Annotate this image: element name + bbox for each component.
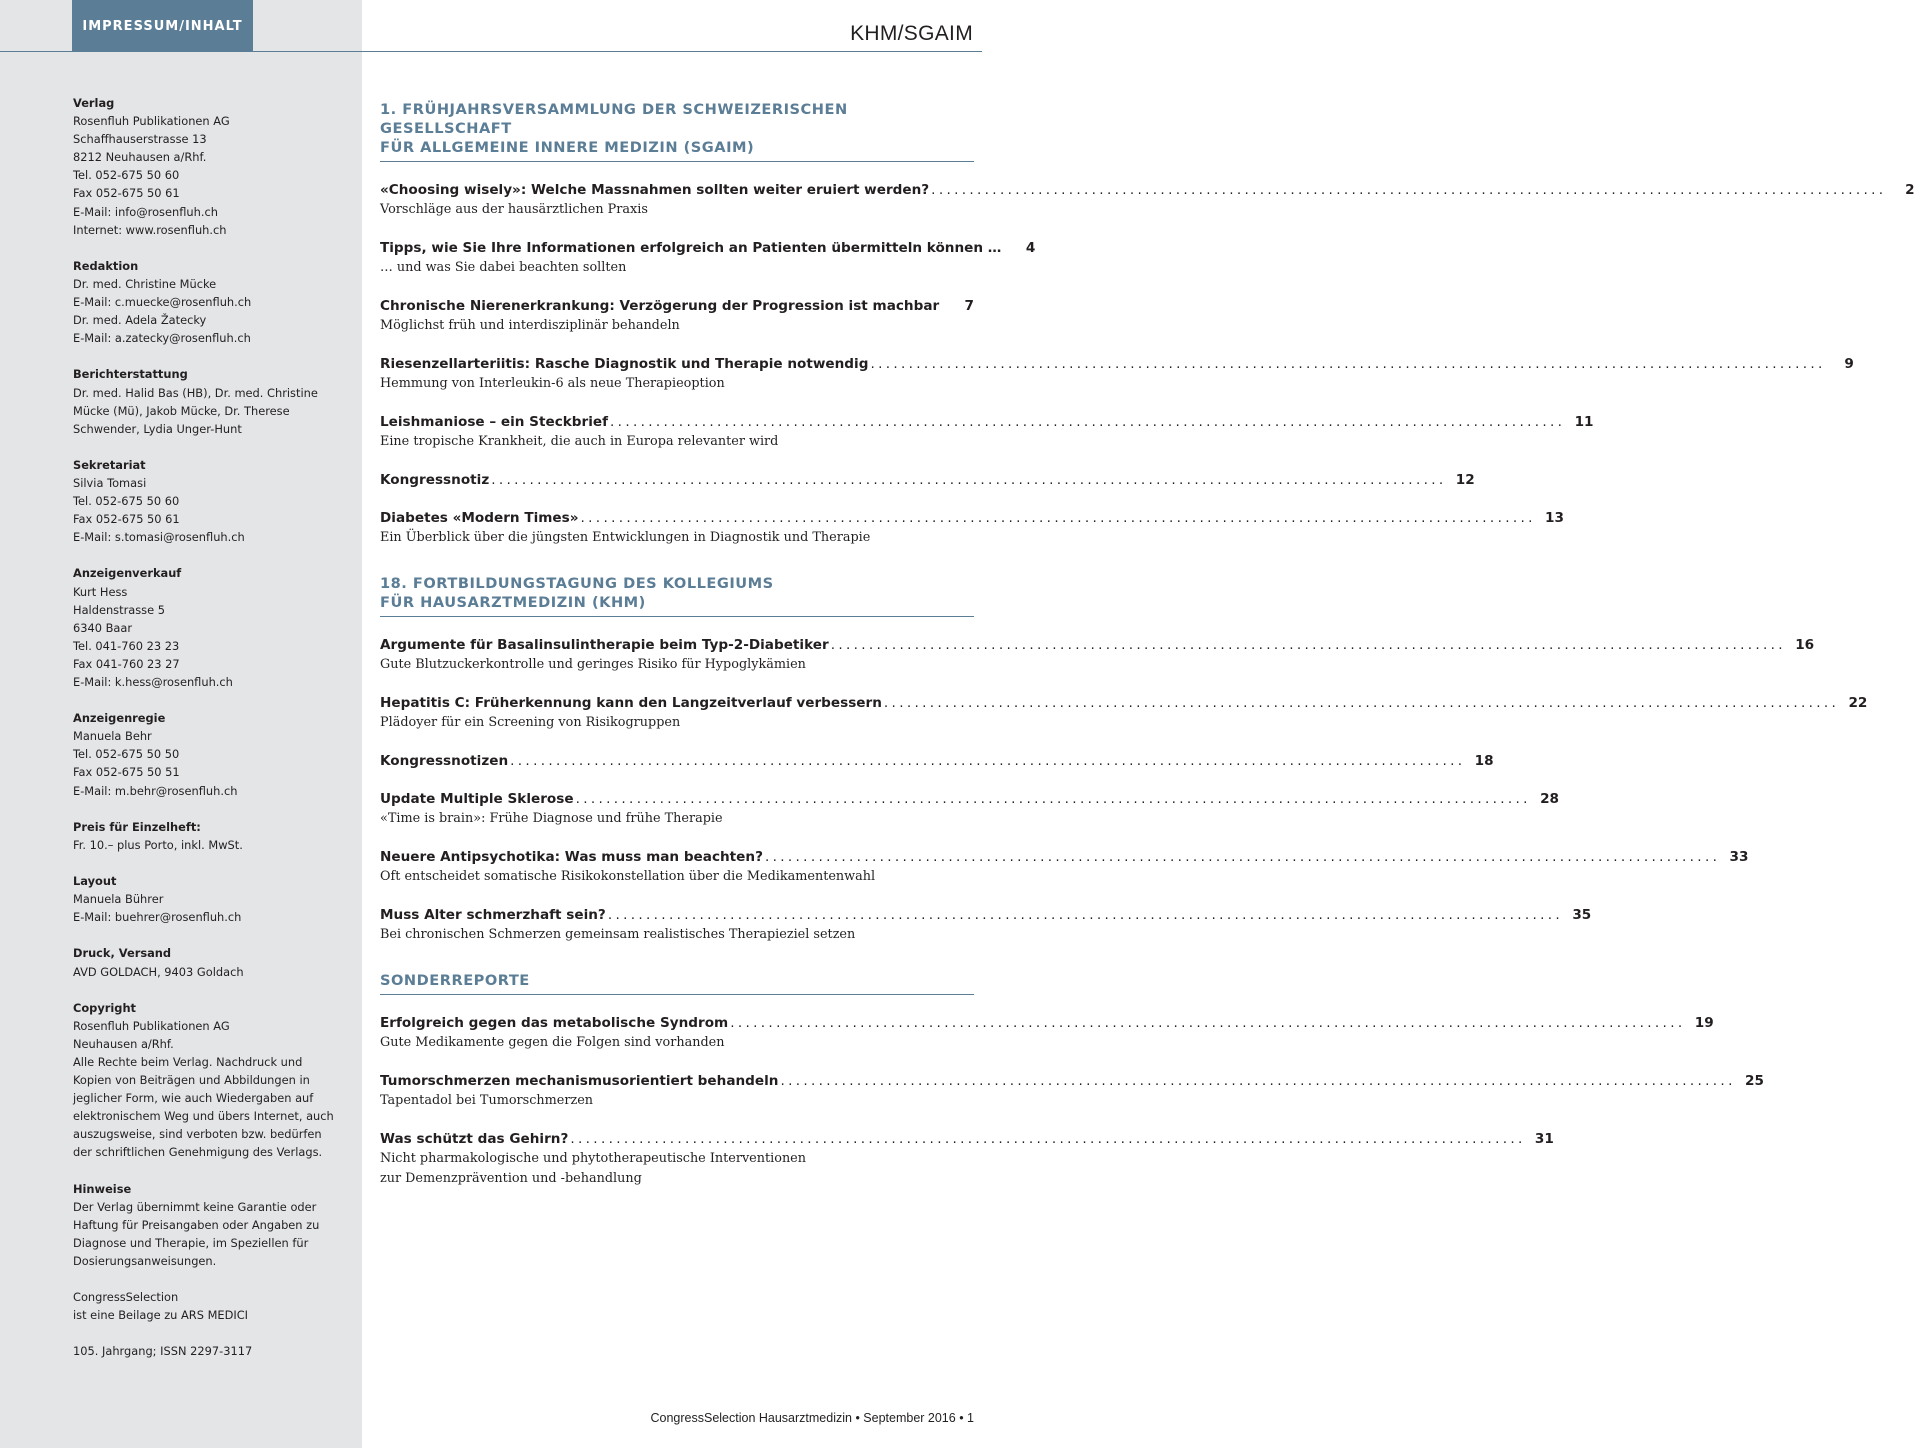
section-heading [380, 574, 974, 617]
imprint-line: Haldenstrasse 5 [73, 602, 165, 617]
section-heading-line: 1. FRÜHJAHRSVERSAMMLUNG DER SCHWEIZERISCHEN GESELLSCHAFT [380, 101, 848, 137]
toc-page-number: 33 [1729, 849, 1749, 865]
toc-entry-line [380, 238, 1036, 258]
toc-entry[interactable] [380, 905, 1592, 945]
section-heading-line: SONDERREPORTE [380, 972, 530, 989]
section-tab: IMPRESSUM/INHALT [72, 0, 253, 52]
toc-entry-subtitle: Tapentadol bei Tumorschmerzen [380, 1093, 594, 1108]
imprint-line: ist eine Beilage zu ARS MEDICI [73, 1308, 249, 1323]
imprint-block [73, 709, 343, 799]
imprint-line: Rosenfluh Publikationen AG [73, 1018, 230, 1033]
toc-entry-title: Update Multiple Sklerose [380, 791, 574, 807]
imprint-line: Neuhausen a/Rhf. [73, 1036, 174, 1051]
toc-entry-subtitle: Bei chronischen Schmerzen gemeinsam realistisches Therapieziel setzen [380, 927, 856, 942]
imprint-line: Tel. 052-675 50 50 [73, 747, 180, 762]
toc-section [380, 100, 1915, 548]
imprint-line: 8212 Neuhausen a/Rhf. [73, 150, 207, 165]
header-rule [0, 51, 982, 52]
dot-leader [608, 905, 1559, 925]
imprint-heading: Anzeigenregie [73, 711, 166, 726]
dot-leader [570, 1129, 1521, 1149]
toc-entry-subtitle: zur Demenzprävention und -behandlung [380, 1171, 642, 1186]
toc-entry-subtitle: Ein Überblick über die jüngsten Entwicklungen in Diagnostik und Therapie [380, 530, 871, 545]
imprint-heading: Anzeigenverkauf [73, 566, 182, 581]
imprint-block [73, 999, 343, 1162]
imprint-line: Diagnose und Therapie, im Speziellen für [73, 1235, 309, 1250]
imprint-line: Tel. 052-675 50 60 [73, 494, 180, 509]
toc-entry-subtitle: Eine tropische Krankheit, die auch in Europa relevanter wird [380, 434, 779, 449]
toc-entry-title: Neuere Antipsychotika: Was muss man beachten? [380, 849, 763, 865]
dot-leader [831, 635, 1782, 655]
imprint-line: jeglicher Form, wie auch Wiedergaben auf [73, 1091, 314, 1106]
toc-page-number: 18 [1474, 753, 1494, 769]
toc-entry-title: Riesenzellarteriitis: Rasche Diagnostik und Therapie notwendig [380, 356, 869, 372]
imprint-line: Manuela Bührer [73, 892, 164, 907]
imprint-line: Haftung für Preisangaben oder Angaben zu [73, 1217, 320, 1232]
imprint-line: der schriftlichen Genehmigung des Verlags. [73, 1145, 323, 1160]
toc-entry-line [380, 905, 1592, 925]
toc-entry-subtitle: Gute Medikamente gegen die Folgen sind vorhanden [380, 1035, 725, 1050]
toc-entry[interactable] [380, 751, 1494, 771]
dot-leader [870, 354, 1821, 374]
imprint-line: 6340 Baar [73, 620, 133, 635]
imprint-line: Dosierungsanweisungen. [73, 1254, 217, 1268]
imprint-line: Fax 052-675 50 51 [73, 765, 180, 780]
toc-entry-title: Was schützt das Gehirn? [380, 1131, 569, 1147]
section-heading-line: 18. FORTBILDUNGSTAGUNG DES KOLLEGIUMS [380, 575, 774, 592]
toc-entry-line [380, 354, 1854, 374]
toc-entry-line [380, 847, 1749, 867]
imprint-line: E-Mail: k.hess@rosenfluh.ch [73, 675, 233, 689]
imprint-heading: Preis für Einzelheft: [73, 819, 201, 834]
imprint-line: elektronischem Weg und übers Internet, auch [73, 1109, 334, 1124]
imprint-line: Schwender, Lydia Unger-Hunt [73, 421, 242, 436]
imprint-block [73, 1180, 343, 1270]
toc-entry[interactable] [380, 412, 1594, 452]
imprint-line: Fr. 10.– plus Porto, inkl. MwSt. [73, 837, 243, 852]
imprint-line: Internet: www.rosenfluh.ch [73, 222, 227, 237]
table-of-contents [380, 100, 1915, 1215]
toc-entry-title: Hepatitis C: Früherkennung kann den Langzeitverlauf verbessern [380, 695, 882, 711]
imprint-line: Kurt Hess [73, 584, 128, 599]
imprint-heading: Layout [73, 874, 117, 889]
imprint-heading: Druck, Versand [73, 946, 172, 961]
imprint-line: Der Verlag übernimmt keine Garantie oder [73, 1199, 317, 1214]
imprint-line: E-Mail: m.behr@rosenfluh.ch [73, 783, 238, 798]
imprint-block [73, 564, 343, 691]
section-heading [380, 100, 974, 162]
toc-page-number: 7 [964, 298, 974, 314]
dot-leader [941, 296, 942, 316]
toc-entry-title: Kongressnotiz [380, 472, 490, 488]
imprint-heading: Verlag [73, 96, 115, 110]
imprint-line: Fax 041-760 23 27 [73, 656, 180, 671]
imprint-block [73, 1288, 343, 1324]
toc-entry-subtitle: Vorschläge aus der hausärztlichen Praxis [380, 202, 648, 217]
toc-entry[interactable] [380, 693, 1868, 733]
toc-page-number: 4 [1025, 240, 1036, 256]
toc-entry-line [380, 789, 1560, 809]
toc-entry-line [380, 412, 1594, 432]
toc-page-number: 22 [1848, 695, 1868, 711]
toc-entry-line [380, 1129, 1554, 1149]
toc-page-number: 11 [1574, 414, 1594, 430]
toc-entry-line [380, 635, 1815, 655]
toc-entry[interactable] [380, 470, 1475, 490]
toc-entry[interactable] [380, 635, 1815, 675]
imprint-line: Schaffhauserstrasse 13 [73, 132, 207, 147]
toc-entry[interactable] [380, 789, 1560, 829]
toc-entry-line [380, 1071, 1764, 1091]
toc-entry-subtitle: Hemmung von Interleukin-6 als neue Therapieoption [380, 376, 725, 391]
toc-entry-subtitle: Nicht pharmakologische und phytotherapeutische Interventionen [380, 1151, 806, 1166]
dot-leader [491, 470, 1442, 490]
toc-entry-subtitle: Gute Blutzuckerkontrolle und geringes Risiko für Hypoglykämien [380, 657, 806, 672]
toc-entry[interactable] [380, 180, 1915, 220]
toc-entry-line [380, 1013, 1714, 1033]
imprint-line: E-Mail: s.tomasi@rosenfluh.ch [73, 530, 245, 545]
section-heading [380, 971, 974, 995]
dot-leader [510, 751, 1461, 771]
section-heading-line: FÜR HAUSARZTMEDIZIN (KHM) [380, 594, 646, 611]
imprint-line: Dr. med. Halid Bas (HB), Dr. med. Christine [73, 385, 318, 400]
dot-leader [576, 789, 1527, 809]
toc-entry-line [380, 296, 974, 316]
dot-leader [610, 412, 1561, 432]
toc-entry-title: Kongressnotizen [380, 753, 509, 769]
imprint-heading: Berichterstattung [73, 367, 188, 382]
imprint-heading: Redaktion [73, 258, 139, 273]
toc-entry-line [380, 470, 1475, 490]
imprint-heading: Copyright [73, 1000, 136, 1015]
toc-entry-title: «Choosing wisely»: Welche Massnahmen sollten weiter eruiert werden? [380, 182, 930, 198]
imprint-line: Dr. med. Adela Žatecky [73, 313, 207, 328]
section-heading-line: FÜR ALLGEMEINE INNERE MEDIZIN (SGAIM) [380, 139, 755, 156]
dot-leader [931, 180, 1882, 200]
imprint-line: Rosenfluh Publikationen AG [73, 114, 230, 129]
imprint-line: Dr. med. Christine Mücke [73, 276, 217, 291]
toc-entry-title: Chronische Nierenerkrankung: Verzögerung der Progression ist machbar [380, 298, 940, 314]
dot-leader [884, 693, 1835, 713]
toc-entry-title: Muss Alter schmerzhaft sein? [380, 907, 606, 923]
imprint-heading: Hinweise [73, 1181, 132, 1196]
imprint-line: E-Mail: info@rosenfluh.ch [73, 204, 218, 219]
imprint-line: Mücke (Mü), Jakob Mücke, Dr. Therese [73, 403, 290, 418]
imprint-line: Manuela Behr [73, 729, 152, 744]
toc-entry-title: Tipps, wie Sie Ihre Informationen erfolgreich an Patienten übermitteln können … [380, 240, 1002, 256]
toc-entry-line [380, 693, 1868, 713]
imprint-block [73, 456, 343, 546]
imprint [73, 94, 343, 1379]
dot-leader [780, 1071, 1731, 1091]
toc-entry-line [380, 180, 1915, 200]
toc-entry-subtitle: Möglichst früh und interdisziplinär behandeln [380, 318, 680, 333]
toc-page-number: 13 [1545, 510, 1564, 526]
toc-entry-title: Diabetes «Modern Times» [380, 510, 579, 526]
toc-entry[interactable] [380, 1013, 1714, 1053]
imprint-line: Tel. 052-675 50 60 [73, 168, 180, 183]
journal-label: KHM/SGAIM [850, 22, 973, 45]
imprint-line: Fax 052-675 50 61 [73, 512, 180, 527]
toc-page-number: 9 [1844, 356, 1854, 372]
toc-entry-subtitle: … und was Sie dabei beachten sollten [380, 260, 627, 275]
imprint-line: E-Mail: a.zatecky@rosenfluh.ch [73, 331, 251, 346]
imprint-block [73, 944, 343, 980]
toc-page-number: 28 [1540, 791, 1560, 807]
imprint-block [73, 365, 343, 437]
imprint-line: 105. Jahrgang; ISSN 2297-3117 [73, 1344, 253, 1359]
toc-entry-title: Argumente für Basalinsulintherapie beim Typ-2-Diabetiker [380, 637, 829, 653]
toc-page-number: 25 [1744, 1073, 1764, 1089]
toc-entry[interactable] [380, 238, 1036, 278]
toc-entry-title: Erfolgreich gegen das metabolische Syndrom [380, 1015, 729, 1031]
imprint-block [73, 94, 343, 239]
toc-page-number: 16 [1795, 637, 1815, 653]
toc-section [380, 971, 1764, 1189]
imprint-line: E-Mail: c.muecke@rosenfluh.ch [73, 295, 252, 310]
imprint-line: Fax 052-675 50 61 [73, 186, 180, 201]
imprint-block [73, 818, 343, 854]
toc-entry-title: Tumorschmerzen mechanismusorientiert behandeln [380, 1073, 779, 1089]
toc-entry[interactable] [380, 1071, 1764, 1111]
page-footer: CongressSelection Hausarztmedizin • September 2016 • 1 [650, 1411, 974, 1425]
toc-page-number: 12 [1455, 472, 1475, 488]
toc-page-number: 2 [1905, 182, 1915, 198]
toc-page-number: 19 [1694, 1015, 1714, 1031]
toc-page-number: 35 [1572, 907, 1592, 923]
toc-entry-line [380, 751, 1494, 771]
imprint-line: Alle Rechte beim Verlag. Nachdruck und [73, 1054, 303, 1069]
toc-section [380, 574, 1868, 945]
imprint-block [73, 1342, 343, 1360]
toc-entry-subtitle: Plädoyer für ein Screening von Risikogruppen [380, 715, 681, 730]
toc-entry[interactable] [380, 1129, 1554, 1189]
imprint-line: Kopien von Beiträgen und Abbildungen in [73, 1073, 310, 1088]
toc-entry-subtitle: Oft entscheidet somatische Risikokonstellation über die Medikamentenwahl [380, 869, 876, 884]
dot-leader [765, 847, 1716, 867]
toc-entry[interactable] [380, 847, 1749, 887]
toc-entry-title: Leishmaniose – ein Steckbrief [380, 414, 609, 430]
imprint-line: E-Mail: buehrer@rosenfluh.ch [73, 910, 242, 925]
toc-entry[interactable] [380, 508, 1564, 548]
imprint-heading: Sekretariat [73, 457, 146, 472]
toc-entry[interactable] [380, 354, 1854, 394]
imprint-line: CongressSelection [73, 1290, 179, 1305]
imprint-line: Tel. 041-760 23 23 [73, 638, 180, 653]
toc-page-number: 31 [1534, 1131, 1554, 1147]
toc-entry-line [380, 508, 1564, 528]
imprint-line: auszugsweise, sind verboten bzw. bedürfen [73, 1127, 322, 1142]
dot-leader [730, 1013, 1681, 1033]
imprint-line: Silvia Tomasi [73, 475, 147, 490]
imprint-block [73, 872, 343, 926]
toc-entry[interactable] [380, 296, 974, 336]
dot-leader [581, 508, 1532, 528]
imprint-block [73, 257, 343, 347]
imprint-line: AVD GOLDACH, 9403 Goldach [73, 964, 244, 979]
toc-entry-subtitle: «Time is brain»: Frühe Diagnose und frühe Therapie [380, 811, 723, 826]
